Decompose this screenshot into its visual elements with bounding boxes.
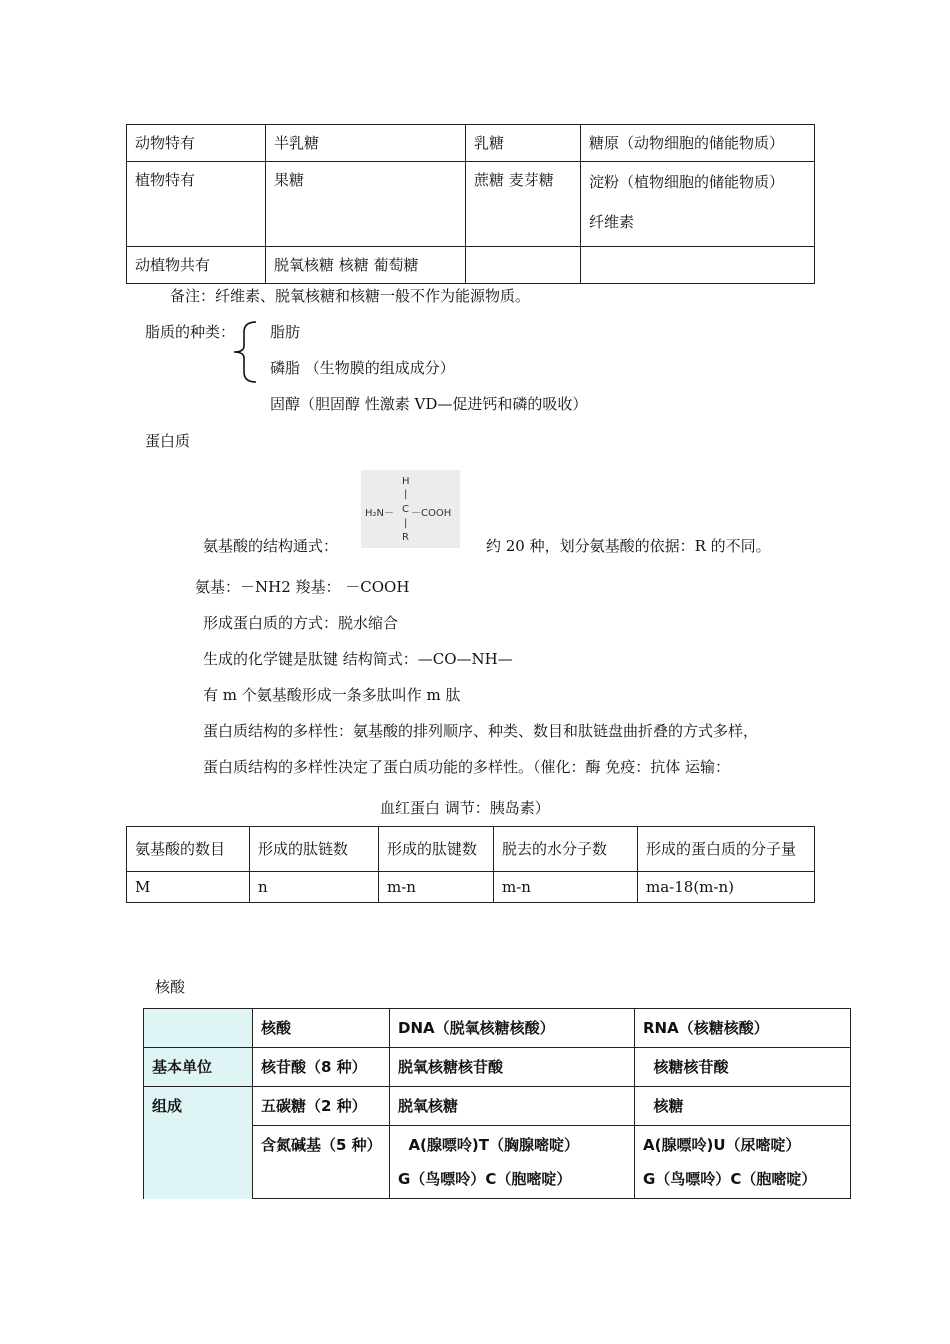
structure-r: R: [402, 532, 409, 543]
table-header-cell: 核酸: [253, 1009, 390, 1048]
cell-line: 淀粉（植物细胞的储能物质）: [589, 173, 785, 191]
table-cell: 基本单位: [144, 1048, 253, 1087]
protein-line: 蛋白质结构的多样性决定了蛋白质功能的多样性。（催化：酶 免疫：抗体 运输：: [203, 758, 731, 776]
table-header-cell: 形成的蛋白质的分子量: [638, 827, 815, 872]
protein-line: 血红蛋白 调节：胰岛素）: [380, 799, 550, 817]
table-row: [127, 827, 815, 872]
table-cell: 动物特有: [127, 125, 266, 162]
table-cell: 果糖: [266, 162, 466, 247]
table-cell: 乳糖: [466, 125, 581, 162]
table-row: [144, 1087, 851, 1126]
note-text: 备注：纤维素、脱氧核糖和核糖一般不作为能源物质。: [170, 287, 531, 305]
table-header-cell: 脱去的水分子数: [494, 827, 638, 872]
table-row: [144, 1009, 851, 1048]
table-cell: [635, 1126, 851, 1199]
table-cell: [466, 247, 581, 284]
table-header-cell: 形成的肽键数: [379, 827, 494, 872]
amino-formula-label: 氨基酸的结构通式：: [203, 537, 339, 555]
table-header-cell: 形成的肽链数: [250, 827, 379, 872]
brace-icon: [228, 318, 264, 386]
protein-line: 蛋白质结构的多样性：氨基酸的排列顺序、种类、数目和肽链盘曲折叠的方式多样，: [203, 722, 759, 740]
cell-line: A(腺嘌呤)T（胸腺嘧啶）: [398, 1136, 579, 1154]
table-cell: 糖原（动物细胞的储能物质）: [581, 125, 815, 162]
table-cell: 动植物共有: [127, 247, 266, 284]
table-cell: n: [250, 872, 379, 903]
table-row: [127, 872, 815, 903]
nucleic-table: [143, 1008, 851, 1199]
lipid-label: 脂质的种类：: [145, 323, 236, 341]
structure-h: H: [402, 476, 410, 487]
table-cell: 脱氧核糖 核糖 葡萄糖: [266, 247, 466, 284]
protein-line: 有 m 个氨基酸形成一条多肽叫作 m 肽: [203, 686, 461, 704]
amino-count-text: 约 20 种，划分氨基酸的依据：R 的不同。: [486, 537, 771, 555]
protein-table: [126, 826, 815, 903]
structure-carboxyl: －COOH: [411, 508, 452, 519]
lipid-item: 磷脂 （生物膜的组成成分）: [270, 359, 455, 377]
table-row: [144, 1048, 851, 1087]
section-heading-nucleic: 核酸: [155, 978, 186, 996]
table-cell: 脱氧核糖核苷酸: [390, 1048, 635, 1087]
protein-line: 生成的化学键是肽键 结构简式：—CO—NH—: [203, 650, 513, 668]
table-cell: [144, 1009, 253, 1048]
table-cell: m-n: [494, 872, 638, 903]
structure-c: C: [402, 504, 409, 515]
amino-acid-structure-image: [361, 470, 460, 548]
table-cell: 脱氧核糖: [390, 1087, 635, 1126]
table-cell: 蔗糖 麦芽糖: [466, 162, 581, 247]
lipid-item: 脂肪: [270, 323, 301, 341]
table-cell: [390, 1126, 635, 1199]
table-cell: [581, 247, 815, 284]
structure-bond: |: [404, 518, 408, 529]
cell-line: A(腺嘌呤)U（尿嘧啶）: [643, 1136, 801, 1154]
table-cell: 五碳糖（2 种）: [253, 1087, 390, 1126]
table-cell: 植物特有: [127, 162, 266, 247]
table-cell: M: [127, 872, 250, 903]
table-cell: [581, 162, 815, 247]
lipid-item: 固醇（胆固醇 性激素 VD—促进钙和磷的吸收）: [270, 395, 588, 413]
table-row: [127, 247, 815, 284]
groups-text: 氨基：－NH2 羧基： －COOH: [195, 578, 410, 596]
structure-bond: |: [404, 489, 408, 500]
table-cell: 半乳糖: [266, 125, 466, 162]
table-row: [127, 125, 815, 162]
table-cell: 含氮碱基（5 种）: [253, 1126, 390, 1199]
table-row: [127, 162, 815, 247]
table-header-cell: RNA（核糖核酸）: [635, 1009, 851, 1048]
table-cell: ma-18(m-n): [638, 872, 815, 903]
table-cell: 核糖核苷酸: [635, 1048, 851, 1087]
table-cell: 核苷酸（8 种）: [253, 1048, 390, 1087]
protein-line: 形成蛋白质的方式：脱水缩合: [203, 614, 399, 632]
table-cell: m-n: [379, 872, 494, 903]
table-header-cell: 氨基酸的数目: [127, 827, 250, 872]
section-heading-protein: 蛋白质: [145, 432, 191, 450]
sugar-table: [126, 124, 815, 284]
structure-amino: H₂N－: [365, 508, 395, 519]
table-header-cell: DNA（脱氧核糖核酸）: [390, 1009, 635, 1048]
cell-line: G（鸟嘌呤）C（胞嘧啶）: [398, 1170, 572, 1188]
cell-line: G（鸟嘌呤）C（胞嘧啶）: [643, 1170, 817, 1188]
cell-line: 纤维素: [589, 213, 635, 231]
table-cell: 组成: [144, 1087, 253, 1199]
table-cell: 核糖: [635, 1087, 851, 1126]
